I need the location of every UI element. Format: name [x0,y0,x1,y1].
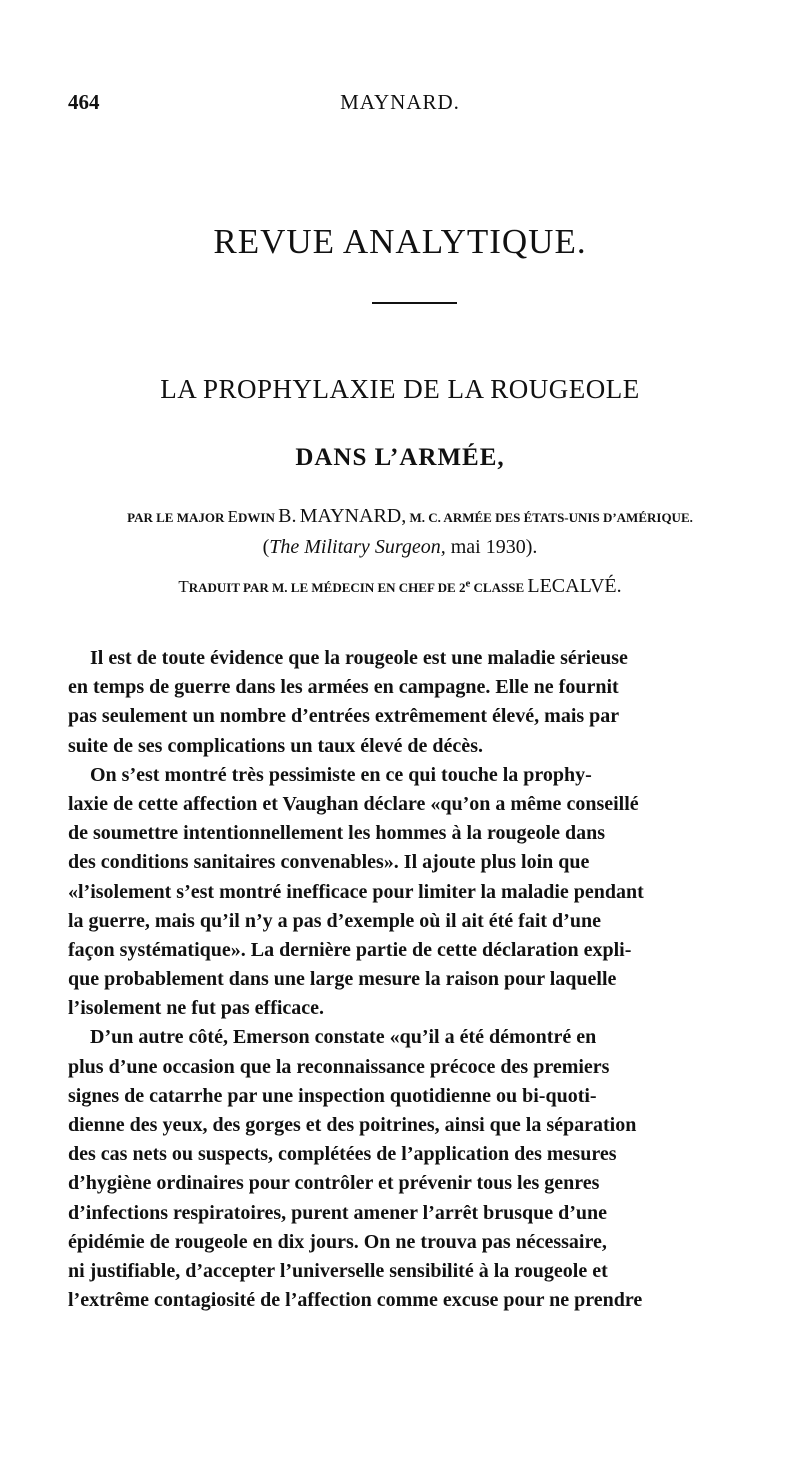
body-line: ni justifiable, d’accepter l’universelle sensibilité à la rougeole et [68,1259,608,1282]
article-body [68,644,758,1315]
byline-prefix: PAR LE MAJOR [127,510,225,525]
title-divider [372,302,457,304]
body-line: épidémie de rougeole en dix jours. On ne trouva pas nécessaire, [68,1230,607,1253]
body-line: «l’isolement s’est montré inefficace pour limiter la maladie pendant [68,880,644,903]
body-line: D’un autre côté, Emerson constate «qu’il a été démontré en [90,1026,597,1049]
byline-first-initial: E [227,507,239,526]
body-line: des conditions sanitaires convenables». Il ajoute plus loin que [68,851,590,874]
body-line: l’isolement ne fut pas efficace. [68,997,325,1020]
body-line: laxie de cette affection et Vaughan déclare «qu’on a même conseillé [68,792,639,815]
body-line: dienne des yeux, des gorges et des poitrines, ainsi que la séparation [68,1114,637,1136]
running-title: MAYNARD. [340,90,460,114]
translator-ordinal: e [465,577,471,590]
body-line: suite de ses complications un taux élevé de décès. [68,734,483,757]
translator-credit [0,575,800,598]
body-line: pas seulement un nombre d’entrées extrêmement élevé, mais par [68,705,620,728]
translator-text: RADUIT PAR M. LE MÉDECIN EN CHEF DE 2 [188,580,466,595]
body-line: la guerre, mais qu’il n’y a pas d’exemple où il ait été fait d’une [68,909,601,932]
body-line: des cas nets ou suspects, complétées de l’application des mesures [68,1143,617,1166]
byline [60,505,760,528]
body-line: façon systématique». La dernière partie de cette déclaration expli- [68,938,632,961]
body-line: d’infections respiratoires, purent amener l’arrêt brusque d’une [68,1201,608,1224]
body-line: d’hygiène ordinaires pour contrôler et prévenir tous les genres [68,1172,600,1195]
page-number: 464 [68,90,100,114]
article-title-line1: LA PROPHYLAXIE DE LA ROUGEOLE [160,374,640,404]
body-line: que probablement dans une large mesure la raison pour laquelle [68,968,617,991]
byline-first-rest: DWIN [238,510,275,525]
body-line: On s’est montré très pessimiste en ce qui touche la prophy- [90,763,592,786]
source-date: mai 1930). [450,536,538,558]
running-head [68,90,732,120]
byline-affiliation: M. C. ARMÉE DES ÉTATS-UNIS D’AMÉRIQUE. [409,510,693,525]
body-line: de soumettre intentionnellement les hommes à la rougeole dans [68,822,606,845]
body-line: Il est de toute évidence que la rougeole est une maladie sérieuse [90,647,628,669]
body-line: l’extrême contagiosité de l’affection comme excuse pour ne prendre [68,1289,643,1312]
source-citation: (The Military Surgeon, mai 1930). [262,536,538,558]
body-line: signes de catarrhe par une inspection quotidienne ou bi-quoti- [68,1084,597,1107]
byline-middle-initial: B. [278,505,297,527]
article-title-line2: DANS L’ARMÉE, [295,444,505,471]
translator-name: LECALVÉ. [527,575,622,597]
source-journal: The Military Surgeon, [269,536,446,558]
body-line: en temps de guerre dans les armées en campagne. Elle ne fournit [68,676,619,699]
translator-initial: T [178,577,189,596]
translator-classe: CLASSE [473,580,525,595]
body-line: plus d’une occasion que la reconnaissance précoce des premiers [68,1055,610,1078]
section-title: REVUE ANALYTIQUE. [213,222,587,261]
byline-surname: MAYNARD, [299,505,407,527]
